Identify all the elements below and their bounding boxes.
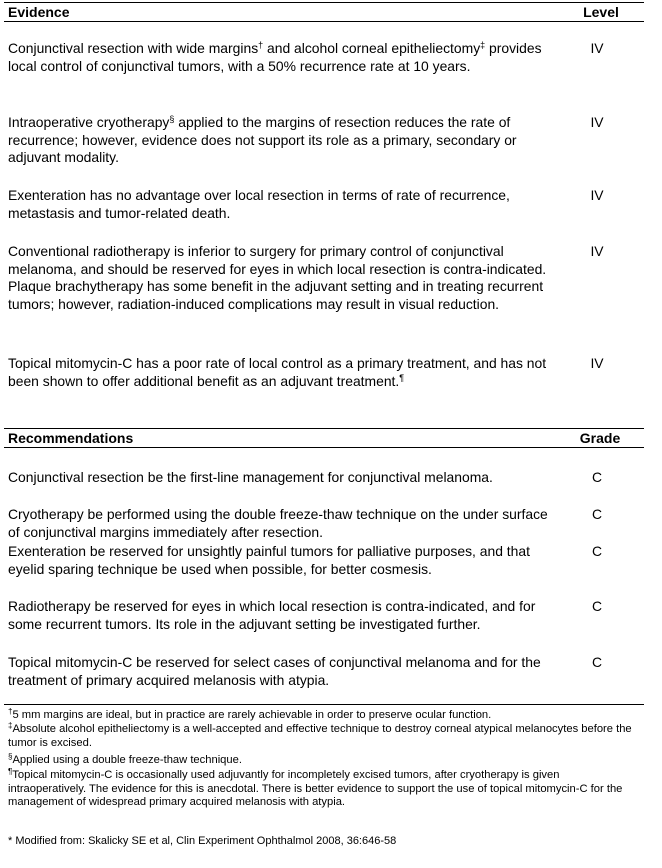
evidence-row xyxy=(8,114,648,168)
evidence-row xyxy=(8,187,648,223)
footnote-divider xyxy=(4,704,644,705)
recommendation-row xyxy=(8,543,648,597)
footnote: ‡Absolute alcohol epitheliectomy is a well-accepted and effective technique to destroy corneal atypical melanocytes before the tumor is excised. xyxy=(8,721,632,749)
recommendation-grade: C xyxy=(591,598,603,614)
evidence-header xyxy=(4,2,644,22)
evidence-level: IV xyxy=(590,355,604,371)
recommendation-text: Topical mitomycin-C be reserved for select cases of conjunctival melanoma and for the treatment of primary acquired melanosis with atypia. xyxy=(8,654,541,688)
recommendation-row xyxy=(8,598,648,652)
evidence-text: Intraoperative cryotherapy§ applied to the margins of resection reduces the rate of recurrence; however, evidence does not support its role as a primary, secondary or adjuvant modality. xyxy=(8,114,517,166)
recommendation-text: Cryotherapy be performed using the double freeze-thaw technique on the under surface of conjunctival margins immediately after resection. xyxy=(8,506,548,540)
grade-header-label: Grade xyxy=(579,430,621,446)
evidence-level: IV xyxy=(590,187,604,203)
evidence-row xyxy=(8,243,648,333)
footnote: ¶Topical mitomycin-C is occasionally used adjuvantly for incompletely excised tumors, after cryotherapy is given intraoperatively. The evidence for this is anecdotal. There is better evidence to support the use of topical mitomycin-C for the management of widespread primary acquired melanosis with atypia. xyxy=(8,767,623,808)
recommendation-text: Radiotherapy be reserved for eyes in which local resection is contra-indicated, and for some recurrent tumors. Its role in the adjuvant setting be investigated further. xyxy=(8,598,536,632)
recommendation-grade: C xyxy=(591,543,603,559)
recommendations-header xyxy=(4,428,644,448)
footnote: §Applied using a double freeze-thaw technique. xyxy=(8,752,242,766)
footnote: †5 mm margins are ideal, but in practice are rarely achievable in order to preserve ocular function. xyxy=(8,707,492,721)
recommendations-header-label: Recommendations xyxy=(8,430,134,446)
evidence-header-label: Evidence xyxy=(8,4,70,20)
recommendation-row xyxy=(8,506,648,542)
evidence-level: IV xyxy=(590,114,604,130)
evidence-row xyxy=(8,355,648,409)
evidence-text: Topical mitomycin-C has a poor rate of local control as a primary treatment, and has not been shown to offer additional benefit as an adjuvant treatment.¶ xyxy=(8,355,547,389)
recommendation-text: Exenteration be reserved for unsightly painful tumors for palliative purposes, and that eyelid sparing technique be used when possible, for better cosmesis. xyxy=(8,543,530,577)
recommendation-grade: C xyxy=(591,469,603,485)
evidence-text: Conventional radiotherapy is inferior to surgery for primary control of conjunctival melanoma, and should be reserved for eyes in which local resection is contra-indicated. Plaque brachytherapy has some benefit in the adjuvant setting and in treating recurrent tumors; however, radiation-induced complications may result in visual reduction. xyxy=(8,243,547,312)
recommendation-row xyxy=(8,654,648,690)
evidence-level: IV xyxy=(590,243,604,259)
evidence-row xyxy=(8,40,648,94)
recommendation-grade: C xyxy=(591,506,603,522)
evidence-level: IV xyxy=(590,40,604,56)
source-citation: * Modified from: Skalicky SE et al, Clin Experiment Ophthalmol 2008, 36:646-58 xyxy=(8,835,397,847)
level-header-label: Level xyxy=(583,4,619,20)
recommendation-grade: C xyxy=(591,654,603,670)
evidence-text: Conjunctival resection with wide margins† and alcohol corneal epitheliectomy‡ provides local control of conjunctival tumors, with a 50% recurrence rate at 10 years. xyxy=(8,40,542,74)
recommendation-text: Conjunctival resection be the first-line management for conjunctival melanoma. xyxy=(8,469,493,485)
evidence-text: Exenteration has no advantage over local resection in terms of rate of recurrence, metastasis and tumor-related death. xyxy=(8,187,510,221)
recommendation-row xyxy=(8,469,648,505)
